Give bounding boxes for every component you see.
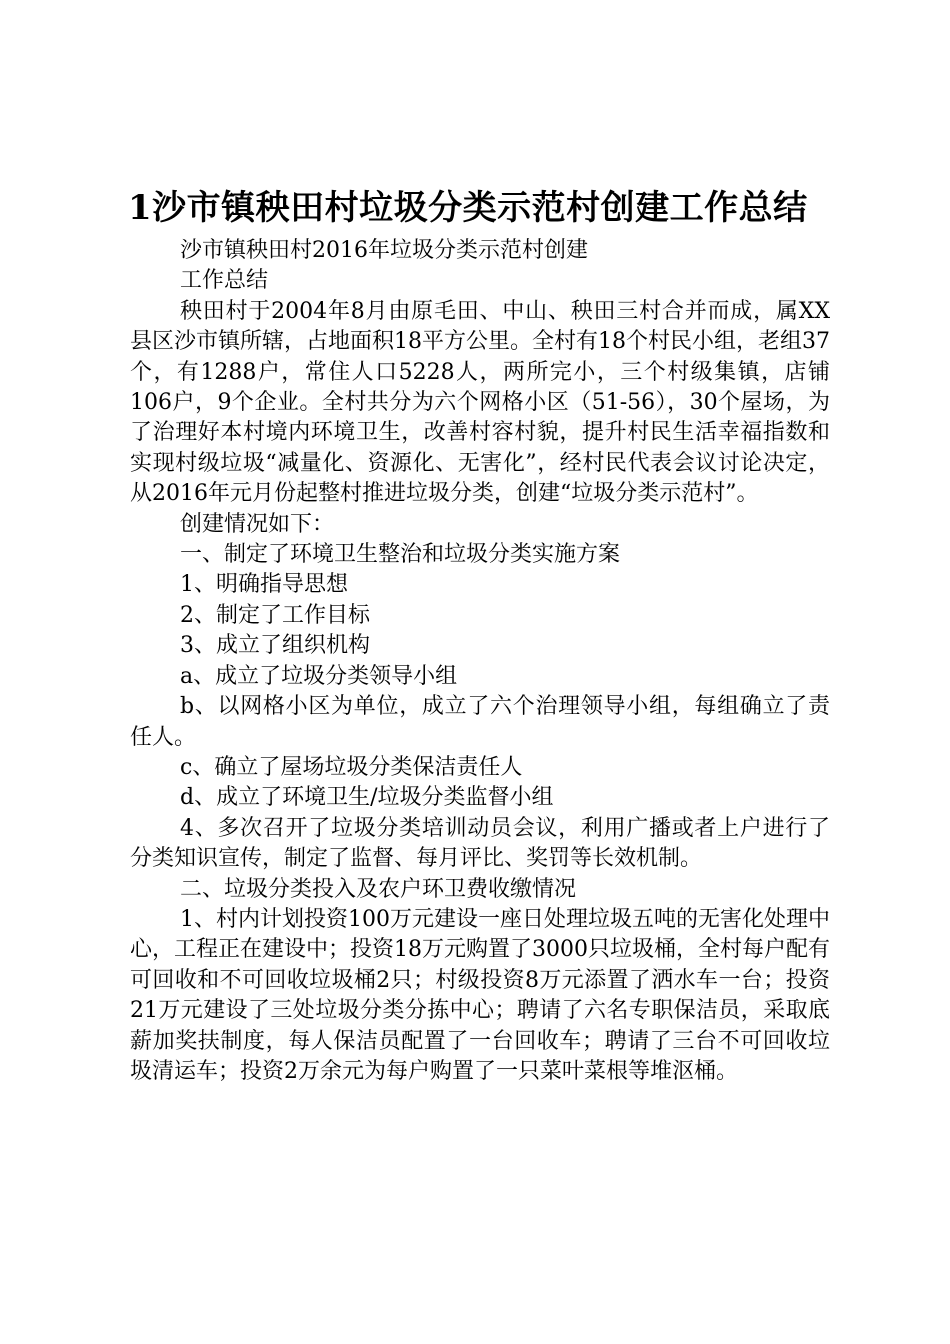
list-item: 1、村内计划投资100万元建设一座日处理垃圾五吨的无害化处理中心，工程正在建设中；投资18万元购置了3000只垃圾桶，全村每户配有可回收和不可回收垃圾桶2只；村级投资8万元添置了洒水车一台；投资21万元建设了三处垃圾分类分拣中心；聘请了六名专职保洁员，采取底薪加奖扶制度，每人保洁员配置了一台回收车；聘请了三台不可回收垃圾清运车；投资2万余元为每户购置了一只菜叶菜根等堆沤桶。 [130,906,830,1084]
section-heading-1: 一、制定了环境卫生整治和垃圾分类实施方案 [180,542,621,568]
sub-list-item: b、以网格小区为单位，成立了六个治理领导小组，每组确立了责任人。 [130,694,830,750]
paragraph-situation: 创建情况如下： [180,511,335,537]
list-item: 4、多次召开了垃圾分类培训动员会议，利用广播或者上户进行了分类知识宣传，制定了监督、每月评比、奖罚等长效机制。 [130,815,830,872]
document-title: 1沙市镇秧田村垃圾分类示范村创建工作总结 [128,188,808,228]
list-item: 2、制定了工作目标 [180,602,370,628]
document-body [130,236,830,1087]
paragraph-subtitle: 沙市镇秧田村2016年垃圾分类示范村创建 [180,238,588,263]
sub-list-item: d、成立了环境卫生/垃圾分类监督小组 [180,785,554,811]
section-heading-2: 二、垃圾分类投入及农户环卫费收缴情况 [180,876,577,902]
paragraph-intro: 秧田村于2004年8月由原毛田、中山、秧田三村合并而成，属XX县区沙市镇所辖，占地面积18平方公里。全村有18个村民小组，老组37个，有1288户，常住人口5228人，两所完小，三个村级集镇，店铺106户，9个企业。全村共分为六个网格小区（51-56），30个屋场，为了治理好本村境内环境卫生，改善村容村貌，提升村民生活幸福指数和实现村级垃圾“减量化、资源化、无害化”，经村民代表会议讨论决定，从2016年元月份起整村推进垃圾分类，创建“垃圾分类示范村”。 [130,298,830,507]
list-item: 1、明确指导思想 [180,572,348,598]
list-item: 3、成立了组织机构 [180,633,370,659]
sub-list-item: c、确立了屋场垃圾分类保洁责任人 [180,754,523,780]
sub-list-item: a、成立了垃圾分类领导小组 [180,663,458,689]
paragraph-subtitle-cont: 工作总结 [180,268,269,294]
